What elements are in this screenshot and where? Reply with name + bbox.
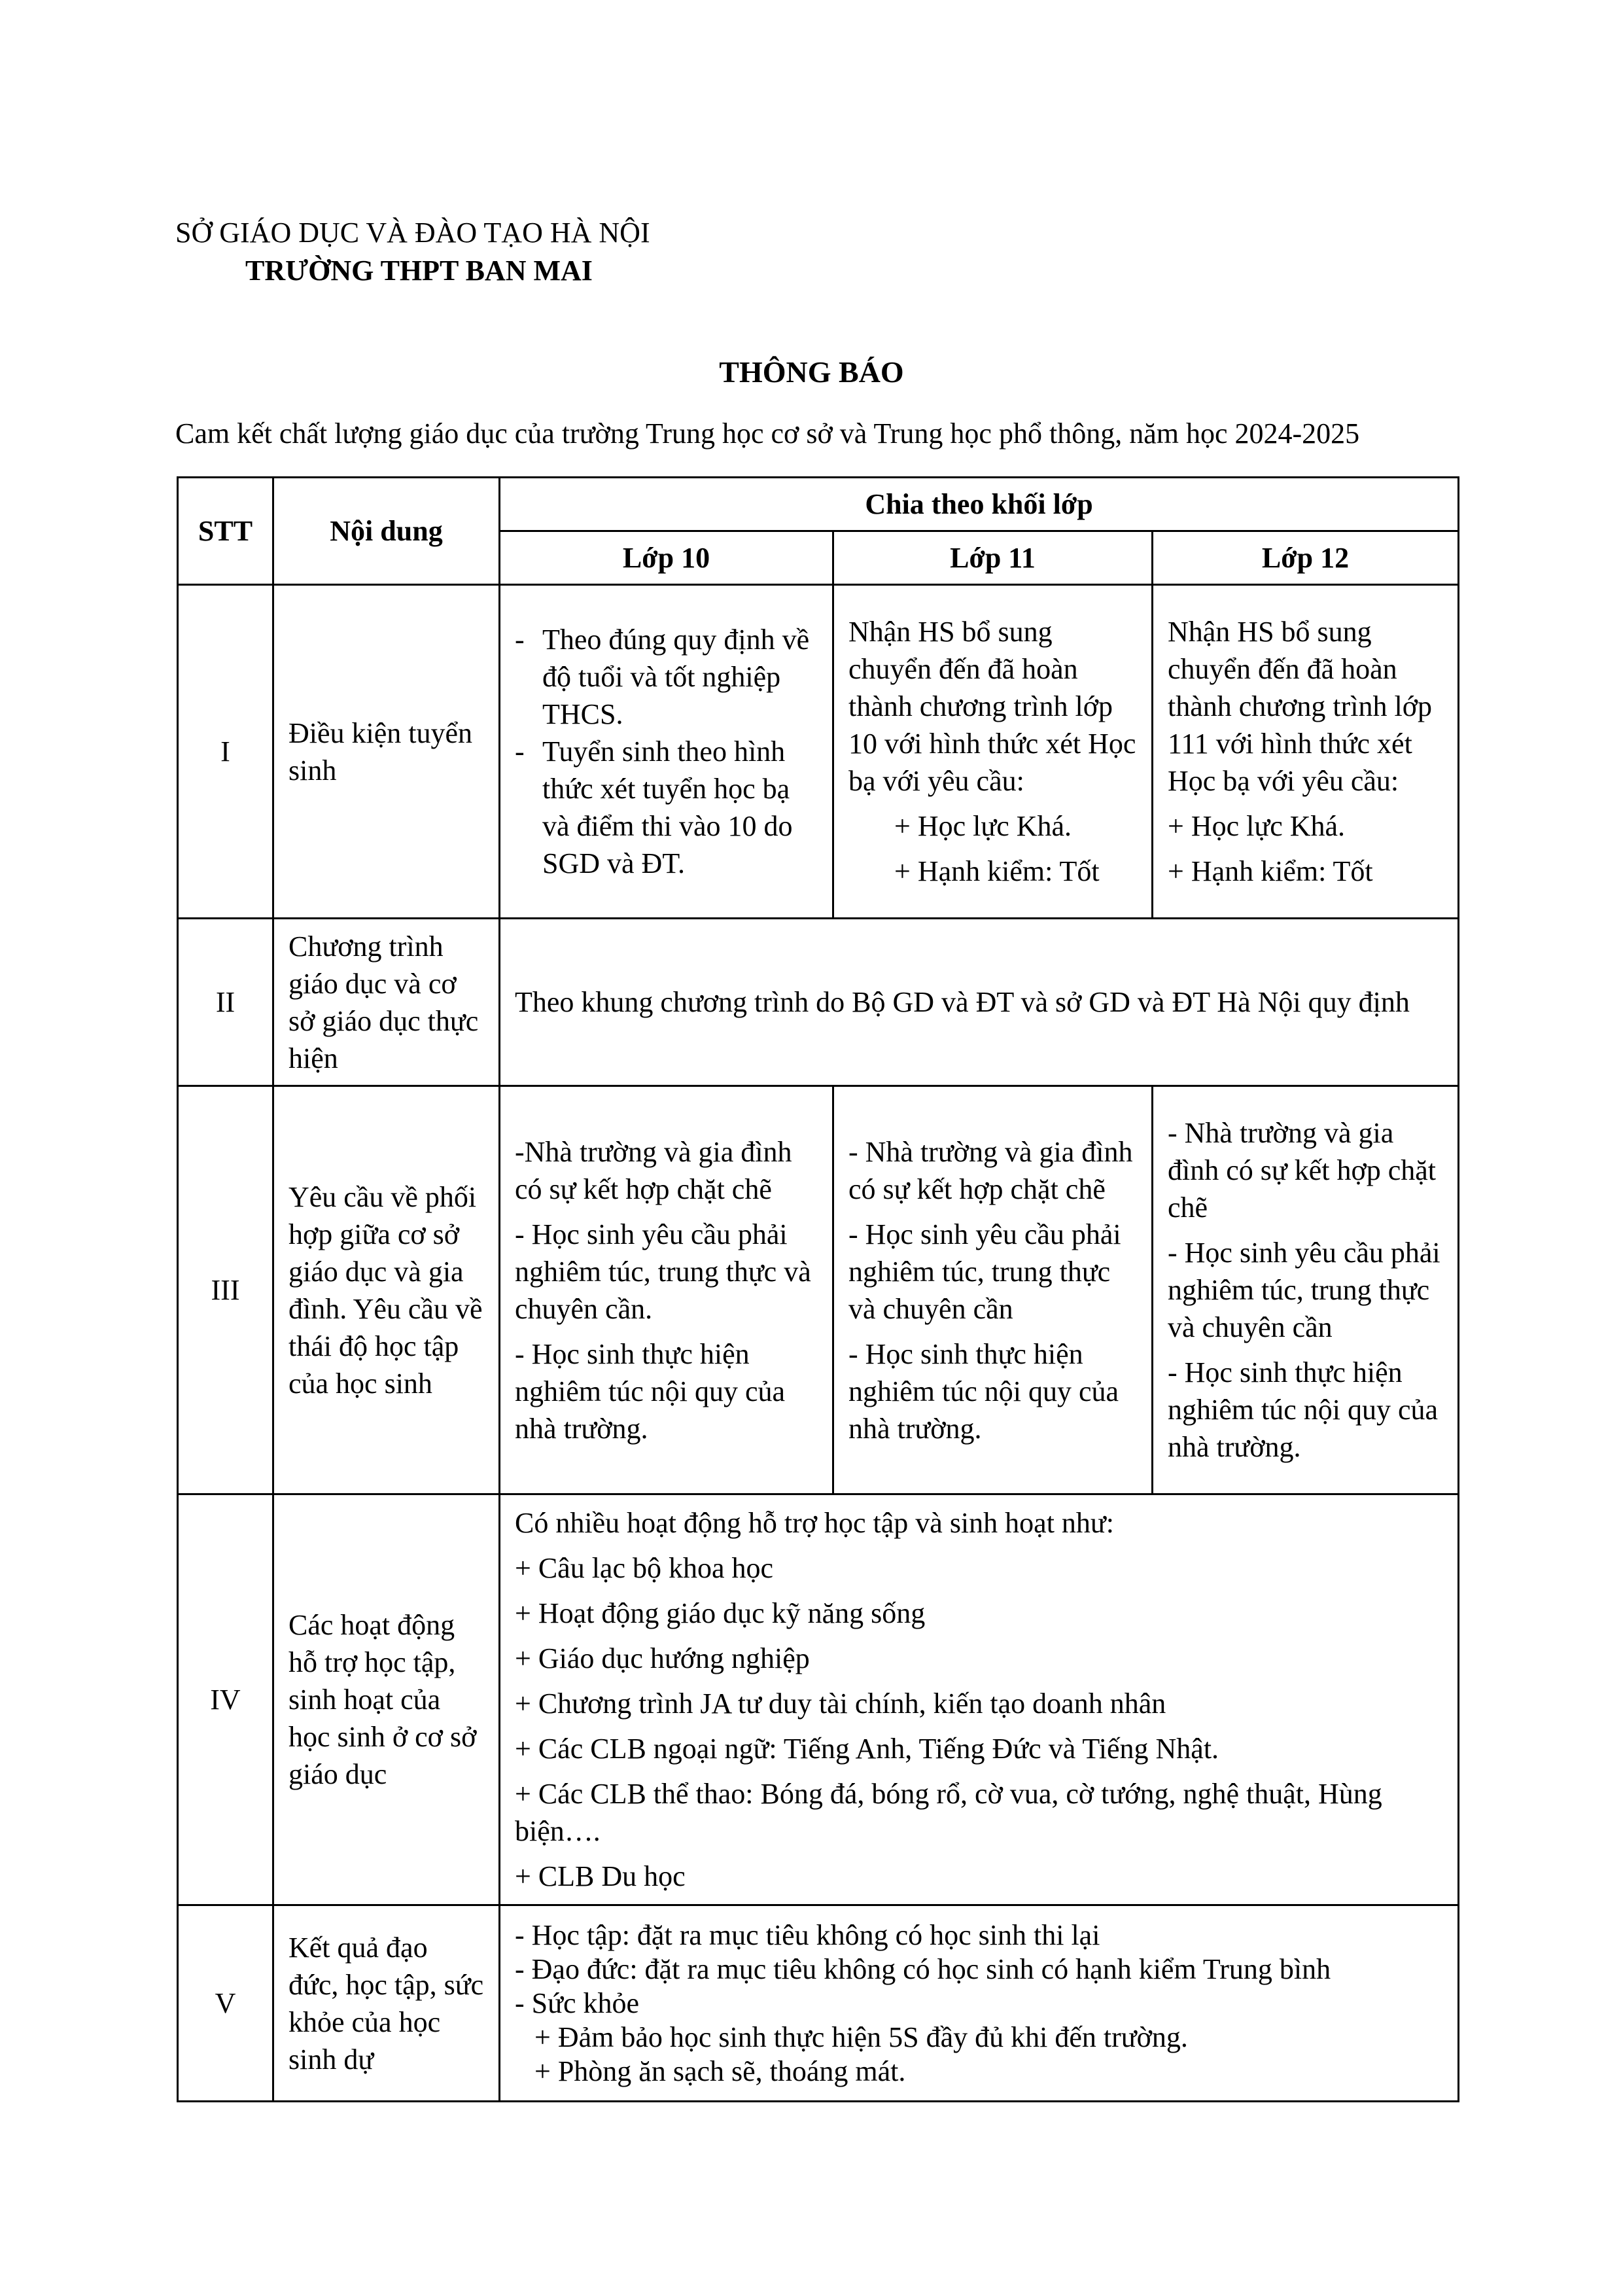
list-item: -Nhà trường và gia đình có sự kết hợp chặt chẽ bbox=[515, 1135, 792, 1205]
cell-text: Nhận HS bổ sung chuyển đến đã hoàn thành chương trình lớp 10 với hình thức xét Học bạ với yêu cầu: bbox=[848, 616, 1136, 797]
list-item: + Học lực Khá. bbox=[1168, 810, 1346, 842]
list-item: - Học sinh yêu cầu phải nghiêm túc, trung thực và chuyên cần bbox=[848, 1218, 1121, 1325]
row-number: III bbox=[178, 1086, 273, 1494]
row-content: Điều kiện tuyển sinh bbox=[273, 585, 500, 919]
merged-cell bbox=[500, 1494, 1459, 1905]
row-number: V bbox=[178, 1905, 273, 2102]
list-item: - Đạo đức: đặt ra mục tiêu không có học sinh có hạnh kiểm Trung bình bbox=[515, 1952, 1331, 1985]
row-number: IV bbox=[178, 1494, 273, 1905]
list-item: + Hạnh kiểm: Tốt bbox=[1168, 855, 1373, 887]
row-content: Các hoạt động hỗ trợ học tập, sinh hoạt của học sinh ở cơ sở giáo dục bbox=[273, 1494, 500, 1905]
row-number: I bbox=[178, 585, 273, 919]
list-item: + Đảm bảo học sinh thực hiện 5S đầy đủ khi đến trường. bbox=[534, 2021, 1188, 2053]
header-stt: STT bbox=[178, 478, 273, 585]
cell-text: Nhận HS bổ sung chuyển đến đã hoàn thành chương trình lớp 111 với hình thức xét Học bạ với yêu cầu: bbox=[1168, 616, 1432, 797]
header-grade-11: Lớp 11 bbox=[833, 531, 1153, 585]
document-title: THÔNG BÁO bbox=[719, 355, 904, 389]
list-item: - Theo đúng quy định về độ tuổi và tốt nghiệp THCS. bbox=[515, 624, 810, 730]
grade-12-cell bbox=[1153, 1086, 1459, 1494]
list-item: - Nhà trường và gia đình có sự kết hợp chặt chẽ bbox=[1168, 1117, 1437, 1224]
table-row bbox=[178, 1494, 1459, 1905]
table-row bbox=[178, 919, 1459, 1086]
department-name: SỞ GIÁO DỤC VÀ ĐÀO TẠO HÀ NỘI bbox=[175, 217, 650, 249]
row-content: Yêu cầu về phối hợp giữa cơ sở giáo dục và gia đình. Yêu cầu về thái độ học tập của học sinh bbox=[273, 1086, 500, 1494]
table-row bbox=[178, 1905, 1459, 2102]
list-item: - Học sinh yêu cầu phải nghiêm túc, trung thực và chuyên cần. bbox=[515, 1218, 811, 1325]
table-header-row bbox=[178, 478, 1459, 531]
header-grade-group: Chia theo khối lớp bbox=[500, 478, 1459, 531]
grade-11-cell bbox=[833, 1086, 1153, 1494]
commitment-table bbox=[177, 476, 1459, 2102]
school-name: TRƯỜNG THPT BAN MAI bbox=[245, 255, 593, 287]
row-content: Chương trình giáo dục và cơ sở giáo dục thực hiện bbox=[273, 919, 500, 1086]
list-item: + Các CLB thể thao: Bóng đá, bóng rổ, cờ vua, cờ tướng, nghệ thuật, Hùng biện…. bbox=[515, 1778, 1382, 1847]
header-content: Nội dung bbox=[273, 478, 500, 585]
list-item: + Học lực Khá. bbox=[894, 810, 1072, 842]
list-item: + Chương trình JA tư duy tài chính, kiến tạo doanh nhân bbox=[515, 1687, 1166, 1720]
list-item: - Học sinh yêu cầu phải nghiêm túc, trung thực và chuyên cần bbox=[1168, 1237, 1440, 1343]
list-item: - Học sinh thực hiện nghiêm túc nội quy của nhà trường. bbox=[515, 1337, 786, 1445]
list-item: - Học tập: đặt ra mục tiêu không có học sinh thi lại bbox=[515, 1918, 1100, 1951]
grade-11-cell bbox=[833, 585, 1153, 919]
list-item: + Câu lạc bộ khoa học bbox=[515, 1552, 774, 1584]
list-item: + Các CLB ngoại ngữ: Tiếng Anh, Tiếng Đức và Tiếng Nhật. bbox=[515, 1733, 1219, 1765]
list-item: - Học sinh thực hiện nghiêm túc nội quy của nhà trường. bbox=[1168, 1356, 1439, 1463]
merged-cell: Theo khung chương trình do Bộ GD và ĐT và sở GD và ĐT Hà Nội quy định bbox=[500, 919, 1459, 1086]
list-item: + Giáo dục hướng nghiệp bbox=[515, 1642, 810, 1674]
list-item: + Hạnh kiểm: Tốt bbox=[894, 855, 1100, 887]
list-item: Có nhiều hoạt động hỗ trợ học tập và sinh hoạt như: bbox=[515, 1507, 1114, 1539]
grade-10-cell bbox=[500, 1086, 833, 1494]
document-subtitle: Cam kết chất lượng giáo dục của trường Trung học cơ sở và Trung học phổ thông, năm học 2024-2025 bbox=[175, 417, 1360, 450]
header-grade-10: Lớp 10 bbox=[500, 531, 833, 585]
list-item: - Tuyển sinh theo hình thức xét tuyển học bạ và điểm thi vào 10 do SGD và ĐT. bbox=[515, 735, 793, 879]
grade-10-cell bbox=[500, 585, 833, 919]
list-item: + CLB Du học bbox=[515, 1860, 686, 1892]
list-item: + Hoạt động giáo dục kỹ năng sống bbox=[515, 1597, 926, 1629]
table-row bbox=[178, 585, 1459, 919]
header-grade-12: Lớp 12 bbox=[1153, 531, 1459, 585]
row-number: II bbox=[178, 919, 273, 1086]
grade-12-cell bbox=[1153, 585, 1459, 919]
merged-cell bbox=[500, 1905, 1459, 2102]
list-item: - Sức khỏe bbox=[515, 1987, 640, 2019]
list-item: - Nhà trường và gia đình có sự kết hợp chặt chẽ bbox=[848, 1135, 1133, 1205]
table-row bbox=[178, 1086, 1459, 1494]
list-item: - Học sinh thực hiện nghiêm túc nội quy của nhà trường. bbox=[848, 1337, 1119, 1445]
list-item: + Phòng ăn sạch sẽ, thoáng mát. bbox=[534, 2055, 906, 2087]
row-content: Kết quả đạo đức, học tập, sức khỏe của học sinh dự bbox=[273, 1905, 500, 2102]
